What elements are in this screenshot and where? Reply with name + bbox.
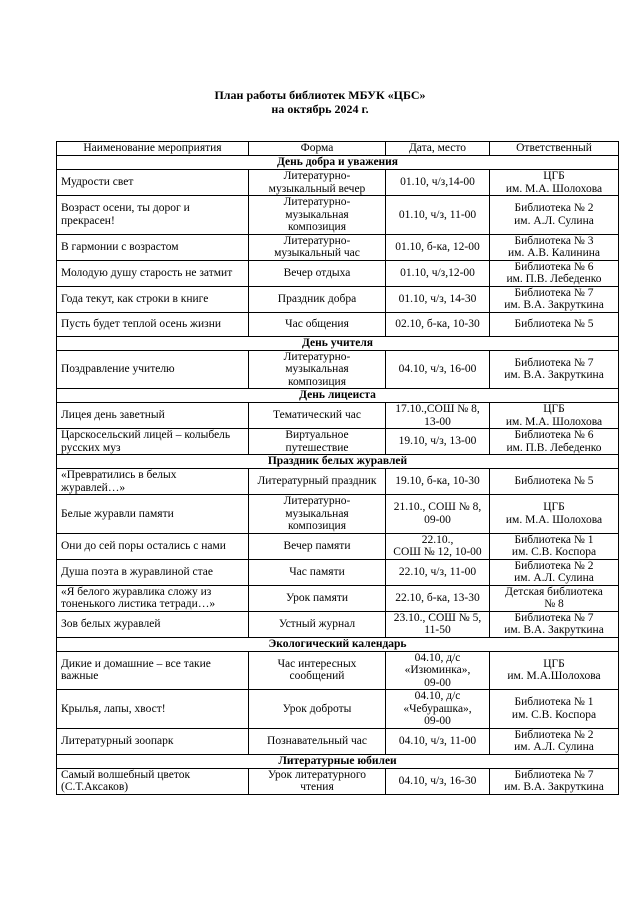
- section-row: [57, 455, 619, 469]
- table-row: [57, 350, 619, 389]
- event-name-cell: Года текут, как строки в книге: [57, 286, 249, 312]
- event-name-cell: Они до сей поры остались с нами: [57, 533, 249, 559]
- event-name-cell: Душа поэта в журавлиной стае: [57, 559, 249, 585]
- column-header-date: Дата, место: [386, 142, 490, 156]
- event-form-cell: Литературно- музыкальная композиция: [249, 350, 386, 389]
- section-row: [57, 754, 619, 768]
- event-responsible-cell: Библиотека № 2 им. А.Л. Сулина: [490, 196, 619, 235]
- event-name-cell: Пусть будет теплой осень жизни: [57, 312, 249, 336]
- event-name-cell: Литературный зоопарк: [57, 728, 249, 754]
- event-form-cell: Час общения: [249, 312, 386, 336]
- event-form-cell: Литературно- музыкальный час: [249, 234, 386, 260]
- event-date-cell: 01.10, ч/з,12-00: [386, 260, 490, 286]
- event-date-cell: 17.10.,СОШ № 8, 13-00: [386, 403, 490, 429]
- event-date-cell: 04.10, ч/з, 11-00: [386, 728, 490, 754]
- event-form-cell: Литературно- музыкальный вечер: [249, 170, 386, 196]
- event-date-cell: 19.10, б-ка, 10-30: [386, 469, 490, 495]
- event-date-cell: 02.10, б-ка, 10-30: [386, 312, 490, 336]
- event-form-cell: Литературный праздник: [249, 469, 386, 495]
- column-header-name: Наименование мероприятия: [57, 142, 249, 156]
- event-form-cell: Вечер памяти: [249, 533, 386, 559]
- event-responsible-cell: ЦГБ им. М.А. Шолохова: [490, 495, 619, 534]
- event-form-cell: Праздник добра: [249, 286, 386, 312]
- event-responsible-cell: Библиотека № 5: [490, 312, 619, 336]
- table-row: [57, 260, 619, 286]
- event-name-cell: Поздравление учителю: [57, 350, 249, 389]
- section-row: [57, 336, 619, 350]
- event-responsible-cell: ЦГБ им. М.А. Шолохова: [490, 403, 619, 429]
- event-form-cell: Час памяти: [249, 559, 386, 585]
- table-row: [57, 611, 619, 637]
- table-row: [57, 469, 619, 495]
- event-form-cell: Литературно- музыкальная композиция: [249, 196, 386, 235]
- event-form-cell: Урок литературного чтения: [249, 768, 386, 794]
- event-name-cell: Крылья, лапы, хвост!: [57, 690, 249, 729]
- table-row: [57, 403, 619, 429]
- event-responsible-cell: Библиотека № 1 им. С.В. Коспора: [490, 690, 619, 729]
- section-title: День добра и уважения: [57, 156, 619, 170]
- section-row: [57, 637, 619, 651]
- column-header-responsible: Ответственный: [490, 142, 619, 156]
- event-responsible-cell: Библиотека № 7 им. В.А. Закруткина: [490, 350, 619, 389]
- section-row: [57, 389, 619, 403]
- event-form-cell: Час интересных сообщений: [249, 651, 386, 690]
- event-responsible-cell: Библиотека № 6 им. П.В. Лебеденко: [490, 260, 619, 286]
- event-name-cell: Дикие и домашние – все такие важные: [57, 651, 249, 690]
- table-row: [57, 429, 619, 455]
- title-line-2: на октябрь 2024 г.: [271, 102, 369, 116]
- table-row: [57, 286, 619, 312]
- event-name-cell: Самый волшебный цветок (С.Т.Аксаков): [57, 768, 249, 794]
- table-row: [57, 170, 619, 196]
- event-name-cell: Белые журавли памяти: [57, 495, 249, 534]
- event-date-cell: 01.10, б-ка, 12-00: [386, 234, 490, 260]
- event-name-cell: Возраст осени, ты дорог и прекрасен!: [57, 196, 249, 235]
- event-responsible-cell: Библиотека № 1 им. С.В. Коспора: [490, 533, 619, 559]
- event-date-cell: 23.10., СОШ № 5, 11-50: [386, 611, 490, 637]
- table-header-row: [57, 142, 619, 156]
- event-name-cell: «Я белого журавлика сложу из тоненького листика тетради…»: [57, 585, 249, 611]
- event-date-cell: 04.10, д/с «Изюминка», 09-00: [386, 651, 490, 690]
- section-title: Литературные юбилеи: [57, 754, 619, 768]
- table-row: [57, 312, 619, 336]
- table-row: [57, 768, 619, 794]
- event-form-cell: Виртуальное путешествие: [249, 429, 386, 455]
- event-name-cell: Зов белых журавлей: [57, 611, 249, 637]
- event-form-cell: Урок памяти: [249, 585, 386, 611]
- event-date-cell: 22.10., СОШ № 12, 10-00: [386, 533, 490, 559]
- event-name-cell: В гармонии с возрастом: [57, 234, 249, 260]
- event-form-cell: Вечер отдыха: [249, 260, 386, 286]
- column-header-form: Форма: [249, 142, 386, 156]
- event-date-cell: 01.10, ч/з,14-00: [386, 170, 490, 196]
- event-responsible-cell: Библиотека № 6 им. П.В. Лебеденко: [490, 429, 619, 455]
- table-row: [57, 234, 619, 260]
- section-title: Праздник белых журавлей: [57, 455, 619, 469]
- table-row: [57, 559, 619, 585]
- event-responsible-cell: Детская библиотека № 8: [490, 585, 619, 611]
- event-name-cell: Молодую душу старость не затмит: [57, 260, 249, 286]
- event-responsible-cell: Библиотека № 7 им. В.А. Закруткина: [490, 768, 619, 794]
- table-row: [57, 728, 619, 754]
- event-date-cell: 22.10, ч/з, 11-00: [386, 559, 490, 585]
- event-form-cell: Тематический час: [249, 403, 386, 429]
- section-title: Экологический календарь: [57, 637, 619, 651]
- event-form-cell: Литературно- музыкальная композиция: [249, 495, 386, 534]
- section-title: День учителя: [57, 336, 619, 350]
- events-table: [56, 141, 619, 795]
- event-form-cell: Урок доброты: [249, 690, 386, 729]
- table-row: [57, 690, 619, 729]
- event-responsible-cell: Библиотека № 7 им. В.А. Закруткина: [490, 611, 619, 637]
- table-row: [57, 196, 619, 235]
- event-responsible-cell: Библиотека № 3 им. А.В. Калинина: [490, 234, 619, 260]
- event-name-cell: «Превратились в белых журавлей…»: [57, 469, 249, 495]
- table-row: [57, 651, 619, 690]
- event-date-cell: 22.10, б-ка, 13-30: [386, 585, 490, 611]
- event-name-cell: Царскосельский лицей – колыбель русских муз: [57, 429, 249, 455]
- table-row: [57, 533, 619, 559]
- event-responsible-cell: Библиотека № 7 им. В.А. Закруткина: [490, 286, 619, 312]
- event-responsible-cell: ЦГБ им. М.А. Шолохова: [490, 170, 619, 196]
- section-row: [57, 156, 619, 170]
- event-form-cell: Устный журнал: [249, 611, 386, 637]
- event-responsible-cell: Библиотека № 5: [490, 469, 619, 495]
- document-title: [0, 88, 640, 116]
- event-name-cell: Лицея день заветный: [57, 403, 249, 429]
- table-row: [57, 585, 619, 611]
- event-form-cell: Познавательный час: [249, 728, 386, 754]
- event-date-cell: 04.10, ч/з, 16-30: [386, 768, 490, 794]
- event-date-cell: 04.10, д/с «Чебурашка», 09-00: [386, 690, 490, 729]
- event-date-cell: 01.10, ч/з, 11-00: [386, 196, 490, 235]
- event-date-cell: 01.10, ч/з, 14-30: [386, 286, 490, 312]
- event-date-cell: 04.10, ч/з, 16-00: [386, 350, 490, 389]
- event-responsible-cell: ЦГБ им. М.А.Шолохова: [490, 651, 619, 690]
- title-line-1: План работы библиотек МБУК «ЦБС»: [214, 88, 426, 102]
- event-responsible-cell: Библиотека № 2 им. А.Л. Сулина: [490, 728, 619, 754]
- event-date-cell: 19.10, ч/з, 13-00: [386, 429, 490, 455]
- event-name-cell: Мудрости свет: [57, 170, 249, 196]
- table-row: [57, 495, 619, 534]
- section-title: День лицеиста: [57, 389, 619, 403]
- table-body: [57, 156, 619, 795]
- event-date-cell: 21.10., СОШ № 8, 09-00: [386, 495, 490, 534]
- event-responsible-cell: Библиотека № 2 им. А.Л. Сулина: [490, 559, 619, 585]
